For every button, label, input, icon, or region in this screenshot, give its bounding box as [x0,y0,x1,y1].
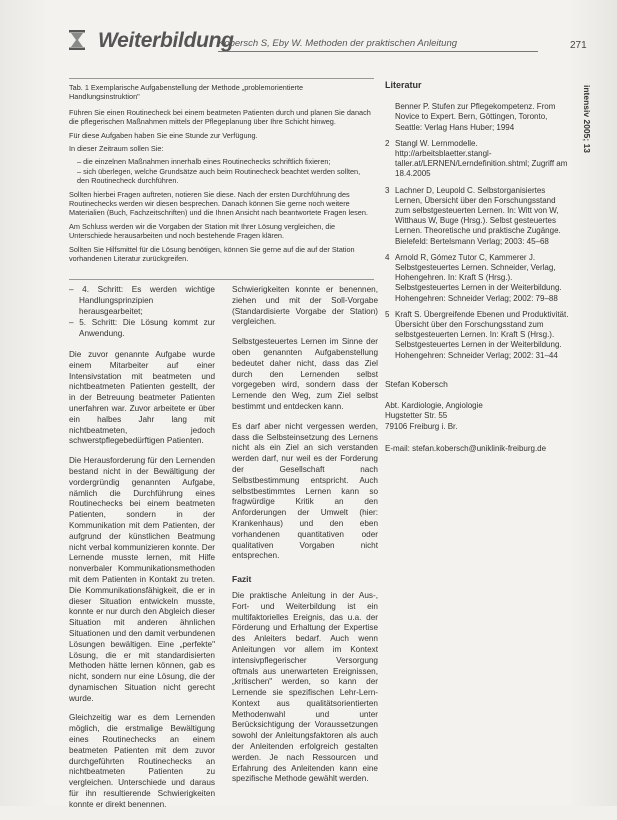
table-caption: Tab. 1 Exemplarische Aufgabenstellung der Methode „problemorientierte Handlungsinstruktion" [69,83,304,102]
step-item: – 4. Schritt: Es werden wichtige Handlungsprinzipien herausgearbeitet; [69,285,215,316]
header-rule [218,51,538,52]
box-paragraph: Führen Sie einen Routinecheck bei einem beatmeten Patienten durch und planen Sie danach die pflegerischen Maßnahmen mittels der Pflegeplanung über Ihre Schicht hinweg. [69,107,371,127]
fazit-heading: Fazit [232,574,252,585]
body-paragraph: Schwierigkeiten konnte er benennen, ziehen und mit der Soll-Vorgabe (Standardisierte Vorgabe der Station) vergleichen. [232,285,378,327]
reference-item: 4 Arnold R, Gómez Tutor C, Kammerer J. Selbstgesteuertes Lernen. Schneider, Verlag, Hohengehren. In: Kraft S (Hrsg.). Selbstgesteuertes Lernen in der Weiterbildung. Hohengehren: Schneider Verlag; 2002: 79–88 [385,252,562,303]
author-name: Stefan Kobersch [385,378,448,389]
box-paragraph: Für diese Aufgaben haben Sie eine Stunde zur Verfügung. [69,130,258,140]
body-paragraph: Die Herausforderung für den Lernenden bestand nicht in der Bewältigung der vordergründig genannten Aufgabe, nämlich die Durchführung eines Routinechecks bei einem beatmeten Patienten, sondern in der Kommunikation mit dem Patienten, der aufgrund der künstlichen Beatmung nicht verbal kommunizieren konnte. Der Lernende musste lernen, mit Hilfe nonverbaler Kommunikationsmethoden mit dem Patienten in Kontakt zu treten. Die Kommunikationsfähigkeit, die er in dieser Situation entwickeln musste, konnte er nur durch den Abgleich dieser Situation mit anderen ähnlichen Situationen und den damit verbundenen Lösungen bewältigen. Eine „perfekte" Lösung, die er mit standardisierten Methoden hätte lernen können, gab es nicht, sondern nur eine Lösung, die der dynamischen Situation nicht gerecht wurde. [69,456,215,703]
step-item: – 5. Schritt: Die Lösung kommt zur Anwendung. [69,318,215,339]
page-number: 271 [570,40,587,51]
box-paragraph: Sollten Sie Hilfsmittel für die Lösung benötigen, können Sie gerne auf die auf der Station vorhandenen Literatur zurückgreifen. [69,244,355,264]
address-line: Hugstetter Str. 55 [385,411,448,421]
step-list [69,285,215,340]
hourglass-logo-icon [68,30,86,50]
reference-item: 2 Stangl W. Lernmodelle. http://arbeitsblaetter.stangl-taller.at/LERNEN/Lerndefinition.shtml; Zugriff am 18.4.2005 [385,138,568,179]
box-bullet: – die einzelnen Maßnahmen innerhalb eines Routinechecks schriftlich fixieren; [77,157,374,166]
author-block [385,379,571,455]
box-bullet: – sich überlegen, welche Grundsätze auch beim Routinecheck beachtet werden sollten, den Routinecheck durchführen. [77,167,374,186]
address-line: 79106 Freiburg i. Br. [385,421,458,431]
reference-list [385,102,571,361]
journal-issue-label: intensiv 2005; 13 [582,85,592,154]
table-box [69,78,374,280]
author-address [385,401,571,432]
box-paragraph: In dieser Zeitraum sollen Sie: [69,144,164,154]
text-column-middle [232,285,378,794]
text-column-left [69,285,215,820]
running-title: Kobersch S, Eby W. Methoden der praktischen Anleitung [218,38,458,49]
author-email: E-mail: stefan.kobersch@uniklinik-freiburg.de [385,444,547,454]
section-brand: Weiterbildung [98,29,234,52]
reference-item: 5 Kraft S. Übergreifende Ebenen und Produktivität. Übersicht über den Forschungsstand zum selbstgesteuerten Lernen. In: Kraft S (Hrsg.). Selbstgesteuertes Lernen in der Weiterbildung. Hohengehren: Schneider Verlag; 2002: 31–44 [385,309,569,360]
body-paragraph: Gleichzeitig war es dem Lernenden möglich, die erstmalige Bewältigung eines Routinechecks an einem beatmeten Patienten mit dem zuvor durchgeführten Routinechecks an nichtbeatmeten Patienten zu vergleichen. Unterschiede und daraus für ihn resultierende Schwierigkeiten konnte er direkt benennen. [69,713,215,809]
reference-item: 3 Lachner D, Leupold C. Selbstorganisiertes Lernen, Übersicht über den Forschungsstand zum selbstgesteuerten Lernen. In: Witt von W, Witthaus W, Buge (Hrsg.). Selbst gesteuertes Lernen. Theoretische und praktische Zugänge. Bielefeld: Bertelsmann Verlag; 2003: 45–68 [385,185,561,246]
literature-heading: Literatur [385,80,422,90]
body-paragraph: Selbstgesteuertes Lernen im Sinne der oben genannten Aufgabenstellung bedeutet daher nicht, dass das Ziel durch den Lernenden selbst vorgegeben wird, sondern dass der Lernende den Weg, zum Ziel selbst bestimmt und entdecken kann. [232,337,378,411]
address-line: Abt. Kardiologie, Angiologie [385,401,483,411]
fazit-paragraph: Die praktische Anleitung in der Aus-, Fort- und Weiterbildung ist ein multifaktorielles Ereignis, das u.a. der Förderung und Erhaltung der Expertise des Anleiters bedarf. Auch wenn Anleitungen vor allem im Kontext intensivpflegerischer Versorgung oftmals aus unerwarteten Ereignissen, „kritischen" werden, so kann der Lernende sie spezifischen Lehr-Lern-Kontext aus qualitätsorientierten Methodenwahl und unter Berücksichtigung der Voraussetzungen sowohl der Anleitungsfaktoren als auch der Anleitenden erfolgreich gestalten werden. Je nach Ressourcen und Erfahrung des Anleitenden kann eine spezifische Methode gewählt werden. [232,590,378,784]
body-paragraph: Es darf aber nicht vergessen werden, dass die Selbsteinsetzung des Lernens nicht als ein Ziel an sich verstanden werden darf, nur weil es der Forderung der Gesellschaft nach Selbstbestimmung entspricht. Auch selbstbestimmtes Lernen kann so fragwürdige Kritik an den Anforderungen der Umwelt (hier: Krankenhaus) und den eben vorhandenen quantitativen oder qualitativen Vorgaben nicht entsprechen. [232,421,378,561]
box-paragraph: Am Schluss werden wir die Vorgaben der Station mit Ihrer Lösung vergleichen, die Unterschiede herausarbeiten und noch bestehende Fragen klären. [69,221,336,241]
body-paragraph: Die zuvor genannte Aufgabe wurde einem Mitarbeiter auf einer Intensivstation mit beatmeten und nichtbeatmeten Patienten gestellt, der in der Betreuung beatmeter Patienten unerfahren war. Zuvor arbeitete er über ein halbes Jahr lang mit nichtbeatmeten, jedoch schwerstpflegebedürftigen Patienten. [69,349,215,446]
literature-column [385,80,571,455]
box-paragraph: Sollten hierbei Fragen auftreten, notieren Sie diese. Nach der ersten Durchführung des Routinechecks werden wir diesen besprechen. Danach können Sie gerne noch weitere Materialien (Buch, Fachzeitschriften) und die Ihnen Ansicht nach beantwortete Fragen lesen. [69,189,368,218]
reference-item: Benner P. Stufen zur Pflegekompetenz. From Novice to Expert. Bern, Göttingen, Toronto, Seattle: Verlag Hans Huber; 1994 [395,102,556,132]
box-bullet-list [69,157,374,185]
